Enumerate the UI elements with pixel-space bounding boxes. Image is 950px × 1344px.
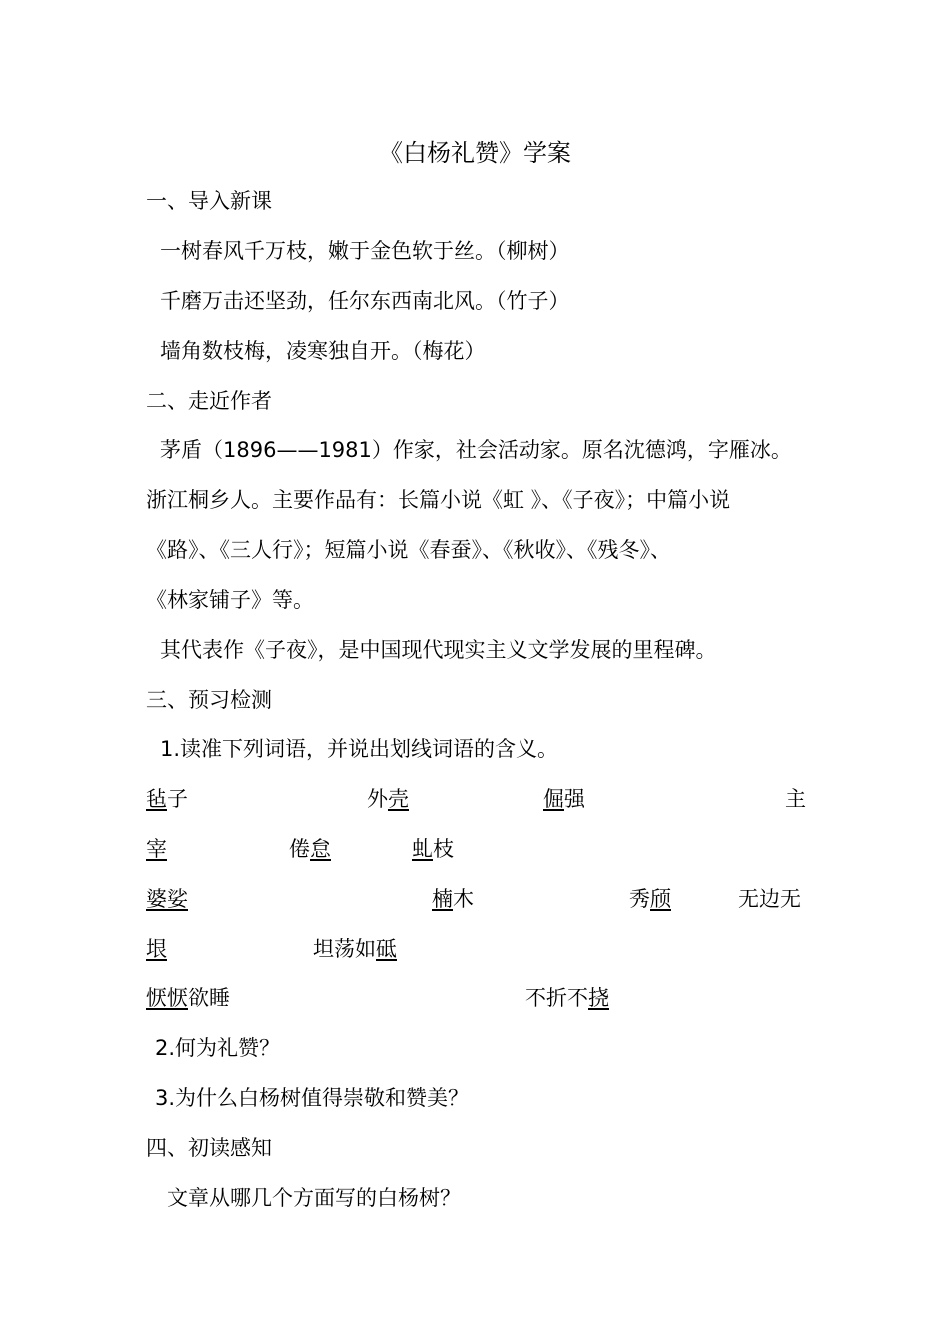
vocab-word-1: 毡子 [146, 787, 188, 811]
section-heading-1: 一、导入新课 [146, 189, 272, 213]
vocab-word-4-part2: 宰 [146, 837, 167, 861]
author-bio-line-1: 茅盾（1896——1981）作家，社会活动家。原名沈德鸿，字雁冰。 [160, 438, 792, 462]
vocab-word-6: 虬枝 [412, 837, 454, 861]
vocab-word-11: 坦荡如砥 [313, 937, 397, 961]
vocab-word-7: 婆娑 [146, 887, 188, 911]
question-2: 2.何为礼赞？ [155, 1036, 281, 1060]
poem-line-1: 一树春风千万枝，嫩于金色软于丝。（柳树） [160, 239, 570, 263]
vocab-word-12: 恹恹欲睡 [146, 986, 230, 1010]
masterpiece-note: 其代表作《子夜》，是中国现代现实主义文学发展的里程碑。 [160, 638, 717, 662]
author-bio-line-4: 《林家铺子》等。 [146, 588, 314, 612]
vocab-word-4-part1: 主 [785, 787, 806, 811]
reading-question: 文章从哪几个方面写的白杨树？ [167, 1186, 461, 1210]
vocab-word-13: 不折不挠 [525, 986, 609, 1010]
vocab-word-10-part1: 无边无 [738, 887, 801, 911]
vocab-word-3: 倔强 [543, 787, 585, 811]
section-heading-3: 三、预习检测 [146, 688, 272, 712]
doc-title: 《白杨礼赞》学案 [379, 139, 571, 167]
question-3: 3.为什么白杨树值得崇敬和赞美？ [155, 1086, 470, 1110]
poem-line-3: 墙角数枝梅，凌寒独自开。（梅花） [160, 339, 486, 363]
vocab-word-8: 楠木 [432, 887, 474, 911]
author-bio-line-3: 《路》、《三人行》；短篇小说《春蚕》、《秋收》、《残冬》、 [146, 538, 671, 562]
vocab-word-10-part2: 垠 [146, 937, 167, 961]
vocab-word-5: 倦怠 [289, 837, 331, 861]
poem-line-2: 千磨万击还坚劲，任尔东西南北风。（竹子） [160, 289, 570, 313]
author-bio-line-2: 浙江桐乡人。主要作品有：长篇小说《虹 》、《子夜》；中篇小说 [146, 488, 731, 512]
question-1: 1.读准下列词语，并说出划线词语的含义。 [160, 737, 559, 761]
section-heading-4: 四、初读感知 [146, 1136, 272, 1160]
section-heading-2: 二、走近作者 [146, 389, 272, 413]
vocab-word-9: 秀颀 [629, 887, 671, 911]
vocab-word-2: 外壳 [367, 787, 409, 811]
